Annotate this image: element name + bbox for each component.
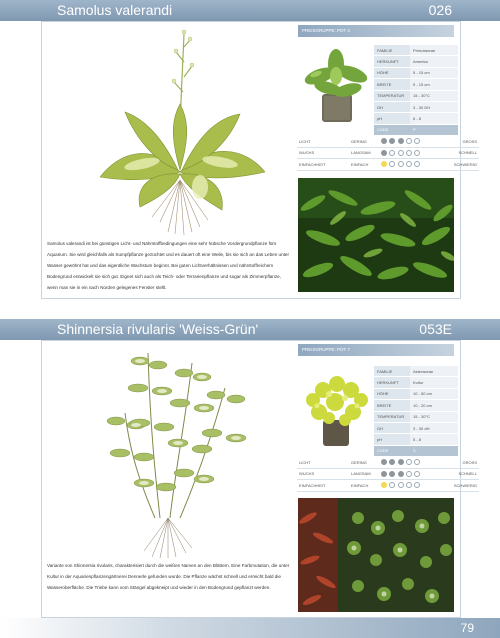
spec-row: pH 5 - 8 <box>374 434 458 445</box>
rating-dot <box>414 482 420 488</box>
spec-row: TEMPERATUR 15 - 30°C <box>374 90 458 101</box>
aquarium-photo <box>298 498 454 612</box>
rating-dot <box>389 459 395 465</box>
spec-row: CODE P <box>374 124 458 135</box>
rating-dot <box>381 161 387 167</box>
specs-table <box>374 366 458 457</box>
rating-dot <box>406 482 412 488</box>
rating-row: EINFACHHEIT EINFACH SCHWIERIG <box>297 480 479 492</box>
rating-dot <box>414 161 420 167</box>
rating-row: LICHT GERING GROSS <box>297 136 479 147</box>
rating-dot <box>414 459 420 465</box>
page-footer <box>0 618 500 638</box>
rating-dots <box>379 159 445 171</box>
rating-dots <box>379 457 445 468</box>
price-group-bar: PREISGRUPPE: POT 7 <box>298 344 454 356</box>
spec-row: TEMPERATUR 15 - 30°C <box>374 411 458 422</box>
rating-dot <box>389 471 395 477</box>
plant-title: Shinnersia rivularis 'Weiss-Grün' <box>57 321 259 337</box>
rating-dots <box>379 147 445 159</box>
rating-dot <box>398 471 404 477</box>
rating-dots <box>379 468 445 480</box>
rating-dot <box>398 150 404 156</box>
spec-row: GH 3 - 30 dH <box>374 422 458 433</box>
aquarium-photo <box>298 178 454 292</box>
ratings-table <box>297 136 479 171</box>
section-header <box>0 319 500 340</box>
rating-dot <box>398 161 404 167</box>
rating-dot <box>414 150 420 156</box>
spec-row: pH 6 - 8 <box>374 113 458 124</box>
rating-dot <box>414 471 420 477</box>
rating-dots <box>379 480 445 492</box>
spec-row: FAMILIE Primulaceae <box>374 45 458 56</box>
spec-row: BREITE 10 - 20 cm <box>374 400 458 411</box>
spec-row: CODE S <box>374 445 458 456</box>
botanical-illustration <box>100 343 260 559</box>
rating-dot <box>406 471 412 477</box>
rating-dot <box>398 482 404 488</box>
rating-row: LICHT GERING GROSS <box>297 457 479 468</box>
plant-description: Variante von Shinnersia rivularis, charakterisiert durch die weißen Narven an den Blättern. Eine Farbmutation, die unter Kultur in der Aquarienpflanzengärtnerei Dennerle gefunden wurde. Die Pflanze wächst schnell und erreicht bald die Wasseroberfläche. Die Triebe kann vom Stängel abgekneipt und wieder in den Bodengrund gepflanzt werden. <box>47 563 290 590</box>
spec-row: HÖHE 5 - 15 cm <box>374 67 458 78</box>
rating-dot <box>406 138 412 144</box>
rating-dot <box>381 471 387 477</box>
plant-description: Samolus valerandi ist bei günstigen Licht- und Nährstoffbedingungen eine sehr hübsche Vordergrundpflanze fürs Aquarium. Sie wird gleichfalls als Sumpfpflanze gezüchtet und es dauert oft eine Weile, bis sie sich an das Leben unter Wasser gewöhnt hat und das eigentliche Wachstum beginnt. Bei guten Lichtverhältnissen und nährstoffreichem Bodengrund entwickelt sie sich gut. Eignet sich auch als Teich- oder Terrarienpflanze und sogar als Zimmerpflanze, wenn man sie in ein nach Norden gelegenes Fenster stellt. <box>47 241 289 290</box>
rating-dot <box>381 482 387 488</box>
spec-row: GH 3 - 30 DH <box>374 101 458 112</box>
rating-dot <box>389 150 395 156</box>
page-number: 79 <box>460 621 474 635</box>
potted-plant-photo <box>299 368 373 448</box>
rating-dot <box>406 150 412 156</box>
rating-dot <box>381 150 387 156</box>
rating-dot <box>414 138 420 144</box>
plant-title: Samolus valerandi <box>57 2 173 18</box>
rating-dot <box>406 161 412 167</box>
price-group-bar: PREISGRUPPE: POT 4 <box>298 25 454 37</box>
spec-row: HERKUNFT Amerika <box>374 56 458 67</box>
section-header <box>0 0 500 21</box>
rating-dot <box>398 138 404 144</box>
spec-row: BREITE 5 - 15 cm <box>374 79 458 90</box>
potted-plant-photo <box>300 46 372 126</box>
spec-row: FAMILIE Asteraceae <box>374 366 458 377</box>
rating-dot <box>398 459 404 465</box>
specs-table <box>374 45 458 136</box>
rating-dot <box>406 459 412 465</box>
botanical-illustration <box>80 22 280 237</box>
rating-dot <box>381 138 387 144</box>
rating-dot <box>389 138 395 144</box>
rating-row: EINFACHHEIT EINFACH SCHWIERIG <box>297 159 479 171</box>
plant-number: 026 <box>428 2 452 18</box>
rating-row: WUCHS LANGSAM SCHNELL <box>297 468 479 480</box>
plant-number: 053E <box>419 321 452 337</box>
rating-dot <box>389 482 395 488</box>
ratings-table <box>297 457 479 492</box>
rating-row: WUCHS LANGSAM SCHNELL <box>297 147 479 159</box>
spec-row: HERKUNFT Kultur <box>374 377 458 388</box>
rating-dot <box>381 459 387 465</box>
spec-row: HÖHE 10 - 50 cm <box>374 388 458 399</box>
rating-dots <box>379 136 445 147</box>
rating-dot <box>389 161 395 167</box>
